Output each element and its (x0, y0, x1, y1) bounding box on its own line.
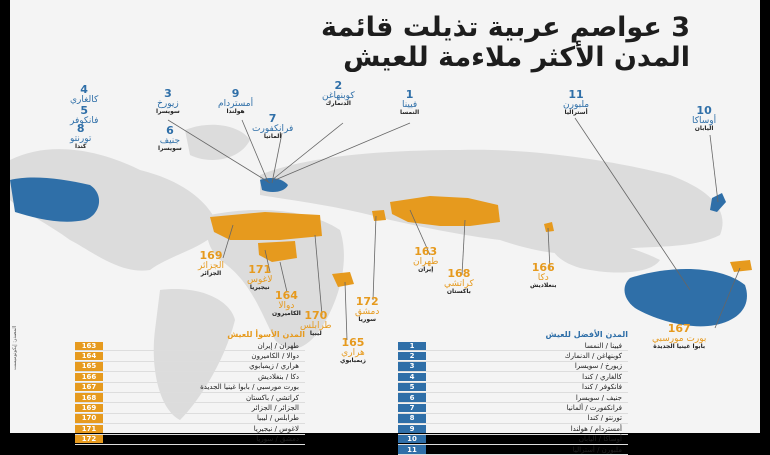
city-label-geneva (158, 125, 182, 152)
best-cities-legend (398, 330, 628, 455)
country-name: سويسرا (158, 144, 182, 152)
png-highlight (730, 260, 752, 272)
country-name: نيجيريا (249, 283, 270, 291)
city-label-frankfurt (252, 113, 293, 140)
city-name: تورنتو (70, 133, 92, 144)
australia-highlight (625, 269, 747, 326)
legend-row-label: تورنتو / كندا (587, 414, 622, 423)
legend-row-rank: 170 (75, 414, 103, 422)
legend-row-rank: 171 (75, 425, 103, 433)
legend-row (75, 362, 305, 372)
city-name: هراري (341, 347, 365, 358)
country-name: بنغلاديش (530, 281, 557, 289)
legend-row-rank: 5 (398, 383, 426, 391)
country-name: أستراليا (564, 108, 588, 116)
city-name: كالغاري (70, 94, 99, 105)
legend-row-label: فيينا / النمسا (584, 341, 622, 350)
legend-row (398, 372, 628, 382)
city-name: دوالا (278, 300, 295, 311)
country-name: ألمانيا (263, 132, 282, 140)
city-label-lagos (247, 264, 272, 291)
legend-row (398, 445, 628, 455)
legend-row (398, 414, 628, 424)
title-line-2: المدن الأكثر ملاءمة للعيش (343, 42, 690, 73)
legend-row-label: فرانكفورت / ألمانيا (566, 404, 622, 413)
legend-row (398, 435, 628, 445)
city-name: فيينا (401, 99, 418, 110)
country-name: هولندا (226, 107, 245, 115)
country-name: كندا (74, 142, 87, 150)
city-label-calgary (70, 84, 98, 105)
legend-row-label: دوالا / الكاميرون (251, 352, 299, 361)
legend-row-rank: 165 (75, 362, 103, 370)
legend-row-label: طرابلس / ليبيا (257, 414, 299, 423)
rank-number: 169 (199, 249, 223, 262)
title-line-1: 3 عواصم عربية تذيلت قائمة (321, 12, 690, 43)
rank-number: 2 (334, 79, 343, 92)
country-name: بابوا غينيا الجديدة (653, 342, 706, 350)
city-label-osaka (692, 105, 716, 132)
legend-row-label: كراتشي / باكستان (245, 393, 299, 402)
legend-row (398, 424, 628, 434)
city-name: أمستردام (218, 98, 254, 109)
legend-row-rank: 10 (398, 435, 426, 443)
legend-row (75, 383, 305, 393)
city-label-algiers (198, 250, 224, 277)
legend-row-rank: 169 (75, 404, 103, 412)
country-name: ليبيا (309, 329, 322, 337)
legend-row-label: زيورخ / سويسرا (574, 362, 622, 371)
city-name: طرابلس (300, 320, 332, 331)
legend-row (398, 403, 628, 413)
legend-row (75, 393, 305, 403)
legend-row (398, 362, 628, 372)
rank-number: 5 (80, 104, 89, 117)
best-legend-rows (398, 341, 628, 455)
country-name: النمسا (400, 108, 420, 116)
legend-row (398, 383, 628, 393)
rank-number: 8 (76, 122, 85, 135)
infographic (10, 0, 760, 454)
city-name: لاغوس (247, 274, 273, 285)
legend-row (75, 424, 305, 434)
legend-row-label: جنيف / سويسرا (575, 393, 622, 402)
legend-row-rank: 6 (398, 393, 426, 401)
algeria-libya-highlight (210, 212, 322, 240)
rank-number: 6 (166, 124, 174, 137)
city-label-harare (340, 337, 366, 364)
legend-row-label: كالغاري / كندا (582, 372, 622, 381)
rank-number: 7 (268, 112, 277, 125)
best-legend-title: المدن الأفضل للعيش (545, 330, 628, 339)
city-name: فانكوفر (70, 115, 99, 126)
worst-legend-title: المدن الأسوأ للعيش (227, 330, 305, 339)
legend-row (398, 393, 628, 403)
legend-row-label: طهران / إيران (257, 341, 299, 350)
rank-number: 1 (405, 88, 414, 101)
legend-row-rank: 2 (398, 352, 426, 360)
legend-row (75, 351, 305, 361)
city-name: كوبنهاغن (322, 90, 355, 101)
worst-cities-legend (75, 330, 305, 445)
legend-row (75, 435, 305, 445)
syria-highlight (372, 210, 386, 221)
rank-number: 170 (304, 309, 328, 322)
city-label-douala (272, 290, 301, 317)
city-name: طهران (413, 256, 439, 267)
country-name: سوريا (358, 315, 376, 323)
legend-row-rank: 172 (75, 435, 103, 443)
rank-number: 3 (164, 87, 172, 100)
legend-row-label: هراري / زيمبابوي (249, 362, 299, 371)
country-name: اليابان (694, 124, 714, 132)
rank-number: 9 (231, 87, 240, 100)
legend-row (75, 372, 305, 382)
city-label-damascus (355, 296, 379, 323)
city-name: دمشق (355, 306, 380, 317)
rank-number: 172 (355, 295, 379, 308)
legend-row-label: بورت مورسبي / بابوا غينيا الجديدة (200, 383, 299, 392)
city-label-toronto (70, 123, 91, 150)
legend-row-label: أوساكا / اليابان (578, 435, 622, 444)
legend-row-label: لاغوس / نيجيريا (253, 424, 299, 433)
rank-number: 166 (531, 261, 555, 274)
legend-row-label: دكا / بنغلاديش (258, 372, 299, 381)
legend-row-rank: 3 (398, 362, 426, 370)
city-label-vienna (400, 89, 419, 116)
japan-highlight (710, 193, 726, 212)
legend-row-label: كوبنهاغن / الدنمارك (564, 352, 622, 361)
country-name: الدنمارك (325, 99, 351, 107)
rank-number: 171 (248, 263, 272, 276)
city-name: فرانكفورت (252, 123, 294, 134)
canada-highlight (10, 178, 99, 222)
legend-row-rank: 8 (398, 414, 426, 422)
rank-number: 168 (447, 267, 471, 280)
rank-number: 167 (667, 322, 691, 335)
legend-row-rank: 168 (75, 393, 103, 401)
legend-row (75, 403, 305, 413)
city-label-karachi (444, 268, 474, 295)
legend-row-rank: 167 (75, 383, 103, 391)
rank-number: 164 (274, 289, 298, 302)
country-name: سويسرا (156, 107, 180, 115)
legend-row (398, 351, 628, 361)
legend-row-rank: 9 (398, 425, 426, 433)
country-name: زيمبابوي (340, 356, 366, 364)
source-note: المصدر: إيكونوميست (12, 325, 18, 370)
country-name: الجزائر (200, 269, 222, 277)
rank-number: 4 (80, 83, 88, 96)
legend-row-label: أمستردام / هولندا (570, 424, 622, 433)
legend-row-label: دمشق / سوريا (256, 435, 299, 444)
legend-row (398, 341, 628, 351)
country-name: إيران (418, 265, 434, 273)
city-name: أوساكا (692, 115, 717, 126)
rank-number: 10 (696, 104, 712, 117)
city-name: زيورخ (157, 98, 179, 109)
city-name: دكا (537, 272, 549, 283)
legend-row-label: فانكوفر / كندا (582, 383, 622, 392)
city-label-copenhagen (322, 80, 355, 107)
legend-row-rank: 1 (398, 342, 426, 350)
legend-row (75, 414, 305, 424)
greenland-shape (185, 125, 250, 160)
city-name: كراتشي (444, 278, 474, 289)
country-name: الكاميرون (272, 309, 301, 317)
country-name: باكستان (446, 287, 471, 295)
legend-row-rank: 163 (75, 342, 103, 350)
rank-number: 165 (341, 336, 365, 349)
legend-row-rank: 11 (398, 445, 426, 453)
legend-row-label: الجزائر / الجزائر (251, 404, 299, 413)
city-name: ملبورن (563, 99, 590, 110)
city-label-tehran (413, 246, 438, 273)
legend-row-rank: 166 (75, 373, 103, 381)
city-label-zurich (156, 88, 180, 115)
city-name: الجزائر (198, 260, 224, 271)
city-label-amsterdam (218, 88, 253, 115)
city-label-port-moresby (652, 323, 706, 350)
city-label-melbourne (563, 89, 589, 116)
legend-row (75, 341, 305, 351)
city-name: جنيف (159, 135, 181, 146)
rank-number: 163 (414, 245, 438, 258)
rank-number: 11 (568, 88, 584, 101)
legend-row-rank: 164 (75, 352, 103, 360)
legend-row-rank: 4 (398, 373, 426, 381)
city-name: بورت مورسبي (652, 333, 707, 344)
legend-row-rank: 7 (398, 404, 426, 412)
legend-row-label: ملبورن / أستراليا (572, 445, 622, 454)
worst-legend-rows (75, 341, 305, 445)
city-label-dhaka (530, 262, 556, 289)
